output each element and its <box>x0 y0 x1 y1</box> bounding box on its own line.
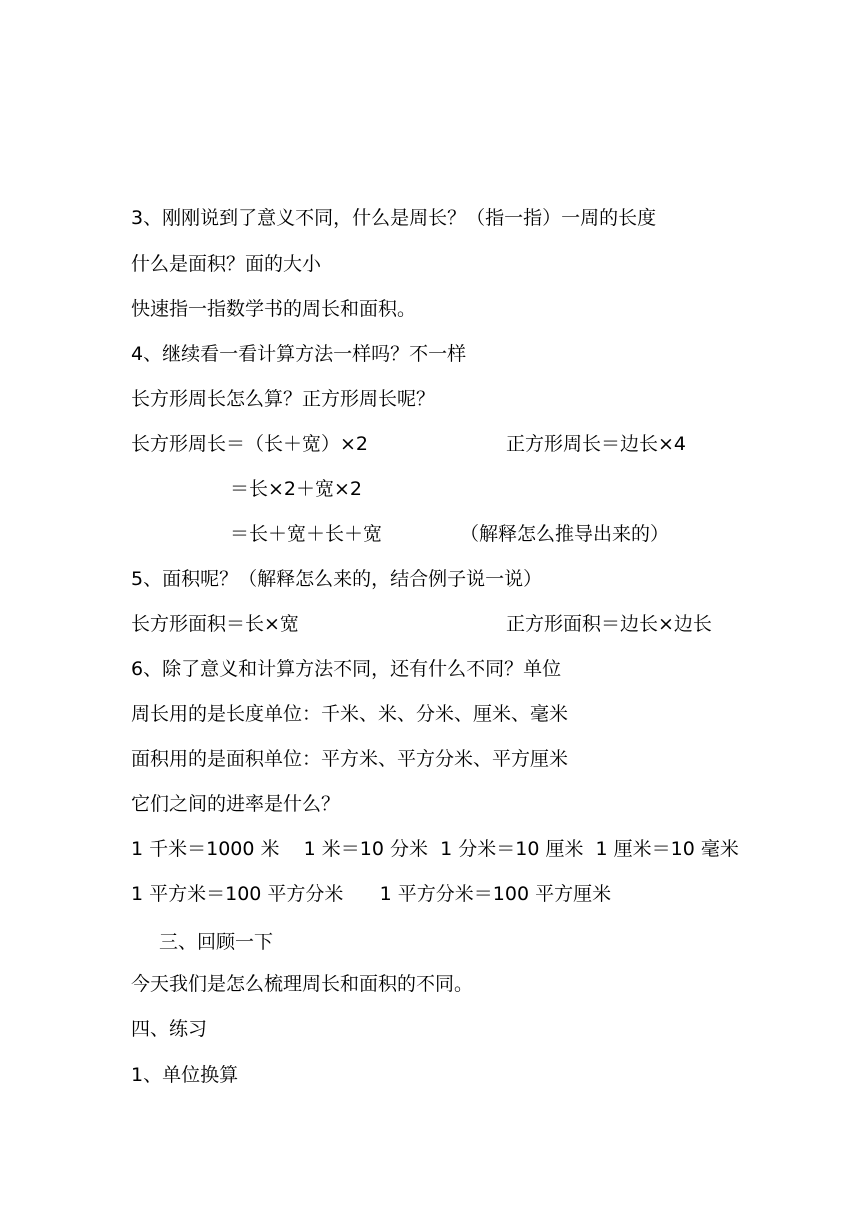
rect-perimeter-step-2: ＝长×2＋宽×2 <box>230 478 363 500</box>
square-area-formula: 正方形面积＝边长×边长 <box>506 613 712 635</box>
derivation-note: （解释怎么推导出来的） <box>460 523 670 545</box>
section-heading-review: 三、回顾一下 <box>159 931 274 953</box>
text-line-area-units: 面积用的是面积单位：平方米、平方分米、平方厘米 <box>131 748 569 770</box>
text-line-area-question: 5、面积呢？（解释怎么来的，结合例子说一说） <box>131 568 543 590</box>
text-line-review: 今天我们是怎么梳理周长和面积的不同。 <box>131 973 474 995</box>
square-perimeter-formula: 正方形周长＝边长×4 <box>506 433 687 455</box>
section-heading-practice: 四、练习 <box>131 1018 208 1040</box>
text-line-length-rates: 1 千米＝1000 米 1 米＝10 分米 1 分米＝10 厘米 1 厘米＝10 毫米 <box>131 838 739 860</box>
text-line-5: 长方形周长怎么算？正方形周长呢？ <box>131 388 436 410</box>
text-line-unit-conversion: 1、单位换算 <box>131 1064 239 1086</box>
text-line-units-question: 6、除了意义和计算方法不同，还有什么不同？单位 <box>131 658 562 680</box>
text-line-length-units: 周长用的是长度单位：千米、米、分米、厘米、毫米 <box>131 703 569 725</box>
text-line-area-rates: 1 平方米＝100 平方分米 1 平方分米＝100 平方厘米 <box>131 883 612 905</box>
text-line-3: 快速指一指数学书的周长和面积。 <box>131 298 417 320</box>
text-line-2: 什么是面积？面的大小 <box>131 253 322 275</box>
rect-area-formula: 长方形面积＝长×宽 <box>131 613 299 635</box>
rect-perimeter-step-3: ＝长＋宽＋长＋宽 <box>230 523 383 545</box>
text-line-rate-question: 它们之间的进率是什么？ <box>131 793 341 815</box>
rect-perimeter-formula: 长方形周长＝（长＋宽）×2 <box>131 433 369 455</box>
text-line-1: 3、刚刚说到了意义不同，什么是周长？（指一指）一周的长度 <box>131 207 657 229</box>
text-line-4: 4、继续看一看计算方法一样吗？不一样 <box>131 343 467 365</box>
